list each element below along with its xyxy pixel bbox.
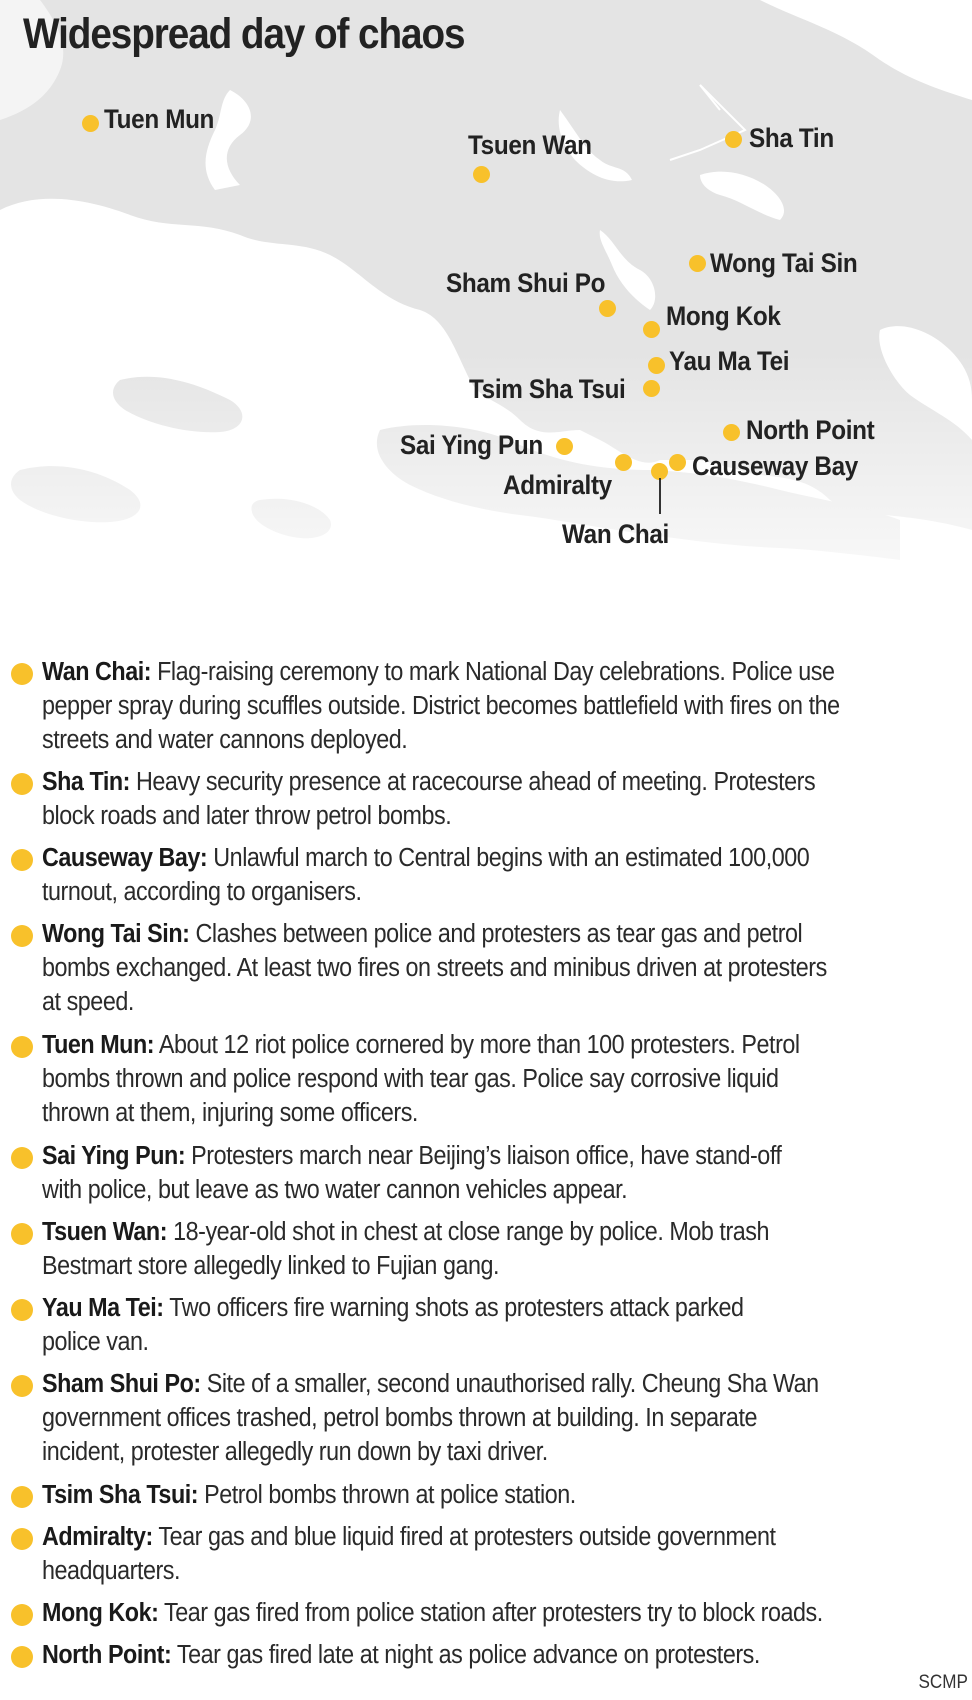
entry-bullet <box>11 663 33 685</box>
sha-tin-label: Sha Tin <box>749 123 834 153</box>
entry-text: turnout, according to organisers. <box>42 878 362 906</box>
entry-text: Unlawful march to Central begins with an estimated 100,000 <box>213 844 810 872</box>
entry-line <box>42 1554 893 1588</box>
entry-text: Two officers fire warning shots as protesters attack parked <box>169 1294 744 1322</box>
entry-place: Causeway Bay: <box>42 844 208 872</box>
entry-bullet <box>11 849 33 871</box>
entry-text: Flag-raising ceremony to mark National Day celebrations. Police use <box>157 658 835 686</box>
entry-text: Bestmart store allegedly linked to Fujian gang. <box>42 1252 500 1280</box>
page-title: Widespread day of chaos <box>23 10 465 58</box>
entry-bullet <box>11 1375 33 1397</box>
entry-line <box>42 841 893 875</box>
entry-line <box>42 1139 893 1173</box>
tsim-sha-tsui-label: Tsim Sha Tsui <box>469 374 626 404</box>
yau-ma-tei-marker <box>648 357 665 374</box>
causeway-bay-marker <box>669 454 686 471</box>
entry-bullet <box>11 925 33 947</box>
incident-entry <box>42 841 893 909</box>
entry-place: Mong Kok: <box>42 1599 159 1627</box>
entry-line <box>42 799 893 833</box>
entry-line <box>42 1291 893 1325</box>
entry-text: incident, protester allegedly run down by taxi driver. <box>42 1438 548 1466</box>
incident-entry <box>42 1520 893 1588</box>
entry-bullet <box>11 1147 33 1169</box>
north-point-marker <box>723 424 740 441</box>
entry-line <box>42 875 893 909</box>
sha-tin-marker <box>725 131 742 148</box>
entry-text: Clashes between police and protesters as tear gas and petrol <box>195 920 803 948</box>
incident-entry <box>42 765 893 833</box>
entry-line <box>42 1325 893 1359</box>
entry-text: Tear gas and blue liquid fired at protesters outside government <box>158 1523 776 1551</box>
incident-entry <box>42 917 893 1019</box>
entry-line <box>42 1435 893 1469</box>
entry-line <box>42 1028 893 1062</box>
entry-text: streets and water cannons deployed. <box>42 726 408 754</box>
entry-line <box>42 1249 893 1283</box>
mong-kok-label: Mong Kok <box>666 301 781 331</box>
entry-place: Admiralty: <box>42 1523 153 1551</box>
entry-text: Tear gas fired late at night as police advance on protesters. <box>176 1641 760 1669</box>
source-credit: SCMP <box>918 1672 968 1693</box>
entry-text: Petrol bombs thrown at police station. <box>204 1481 576 1509</box>
entry-line <box>42 1062 893 1096</box>
entry-text: block roads and later throw petrol bombs. <box>42 802 452 830</box>
entry-bullet <box>11 1036 33 1058</box>
entry-line <box>42 723 893 757</box>
admiralty-label: Admiralty <box>503 470 612 500</box>
entry-place: Tsuen Wan: <box>42 1218 168 1246</box>
north-point-label: North Point <box>746 415 875 445</box>
entry-text: government offices trashed, petrol bombs thrown at building. In separate <box>42 1404 758 1432</box>
entry-bullet <box>11 1486 33 1508</box>
entry-text: headquarters. <box>42 1557 181 1585</box>
incident-entry <box>42 1291 893 1359</box>
tsuen-wan-label: Tsuen Wan <box>468 130 592 160</box>
entry-line <box>42 689 893 723</box>
tuen-mun-label: Tuen Mun <box>104 104 215 134</box>
wan-chai-label: Wan Chai <box>562 519 669 549</box>
entry-line <box>42 1401 893 1435</box>
entry-text: bombs thrown and police respond with tear gas. Police say corrosive liquid <box>42 1065 779 1093</box>
entry-bullet <box>11 1223 33 1245</box>
wong-tai-sin-marker <box>689 255 706 272</box>
entry-text: Heavy security presence at racecourse ahead of meeting. Protesters <box>135 768 816 796</box>
entry-line <box>42 765 893 799</box>
entry-text: at speed. <box>42 988 134 1016</box>
entry-line <box>42 1173 893 1207</box>
entry-text: 18-year-old shot in chest at close range by police. Mob trash <box>173 1218 770 1246</box>
entry-bullet <box>11 1604 33 1626</box>
incident-entry <box>42 1478 893 1512</box>
entry-bullet <box>11 1528 33 1550</box>
entry-text: About 12 riot police cornered by more than 100 protesters. Petrol <box>158 1031 800 1059</box>
tuen-mun-marker <box>82 115 99 132</box>
entry-line <box>42 1520 893 1554</box>
entry-bullet <box>11 773 33 795</box>
entry-place: Wong Tai Sin: <box>42 920 190 948</box>
entry-line <box>42 655 893 689</box>
entry-line <box>42 951 893 985</box>
incident-entry <box>42 1028 893 1130</box>
entry-line <box>42 1638 893 1672</box>
tsuen-wan-marker <box>473 166 490 183</box>
incident-entry <box>42 1596 893 1630</box>
incident-entry <box>42 655 893 757</box>
entry-text: police van. <box>42 1328 149 1356</box>
incident-entry <box>42 1215 893 1283</box>
entry-bullet <box>11 1646 33 1668</box>
entry-text: pepper spray during scuffles outside. District becomes battlefield with fires on the <box>42 692 840 720</box>
wan-chai-marker <box>651 463 668 480</box>
entry-line <box>42 1596 893 1630</box>
admiralty-marker <box>615 454 632 471</box>
entry-place: North Point: <box>42 1641 172 1669</box>
entry-text: thrown at them, injuring some officers. <box>42 1099 418 1127</box>
incident-entry <box>42 1367 893 1469</box>
wong-tai-sin-label: Wong Tai Sin <box>710 248 858 278</box>
entry-line <box>42 1478 893 1512</box>
yau-ma-tei-label: Yau Ma Tei <box>669 346 790 376</box>
entry-place: Sai Ying Pun: <box>42 1142 186 1170</box>
incident-entry <box>42 1139 893 1207</box>
entry-place: Tuen Mun: <box>42 1031 155 1059</box>
sham-shui-po-marker <box>599 300 616 317</box>
entry-text: Protesters march near Beijing’s liaison office, have stand-off <box>191 1142 782 1170</box>
tsim-sha-tsui-marker <box>643 380 660 397</box>
entry-text: with police, but leave as two water cannon vehicles appear. <box>42 1176 628 1204</box>
sham-shui-po-label: Sham Shui Po <box>446 268 606 298</box>
entry-place: Sham Shui Po: <box>42 1370 201 1398</box>
entry-place: Tsim Sha Tsui: <box>42 1481 199 1509</box>
map <box>0 0 972 640</box>
entry-place: Wan Chai: <box>42 658 152 686</box>
sai-ying-pun-marker <box>556 438 573 455</box>
entry-place: Yau Ma Tei: <box>42 1294 164 1322</box>
mong-kok-marker <box>643 321 660 338</box>
wan-chai-leader-line <box>659 478 661 514</box>
entry-line <box>42 985 893 1019</box>
entry-text: Site of a smaller, second unauthorised rally. Cheung Sha Wan <box>206 1370 819 1398</box>
entry-bullet <box>11 1299 33 1321</box>
entry-text: bombs exchanged. At least two fires on streets and minibus driven at protesters <box>42 954 827 982</box>
entry-line <box>42 1367 893 1401</box>
entry-text: Tear gas fired from police station after protesters try to block roads. <box>164 1599 823 1627</box>
sai-ying-pun-label: Sai Ying Pun <box>400 430 543 460</box>
entry-line <box>42 1096 893 1130</box>
entry-line <box>42 1215 893 1249</box>
entry-line <box>42 917 893 951</box>
entry-place: Sha Tin: <box>42 768 130 796</box>
causeway-bay-label: Causeway Bay <box>692 451 858 481</box>
incident-entry <box>42 1638 893 1672</box>
